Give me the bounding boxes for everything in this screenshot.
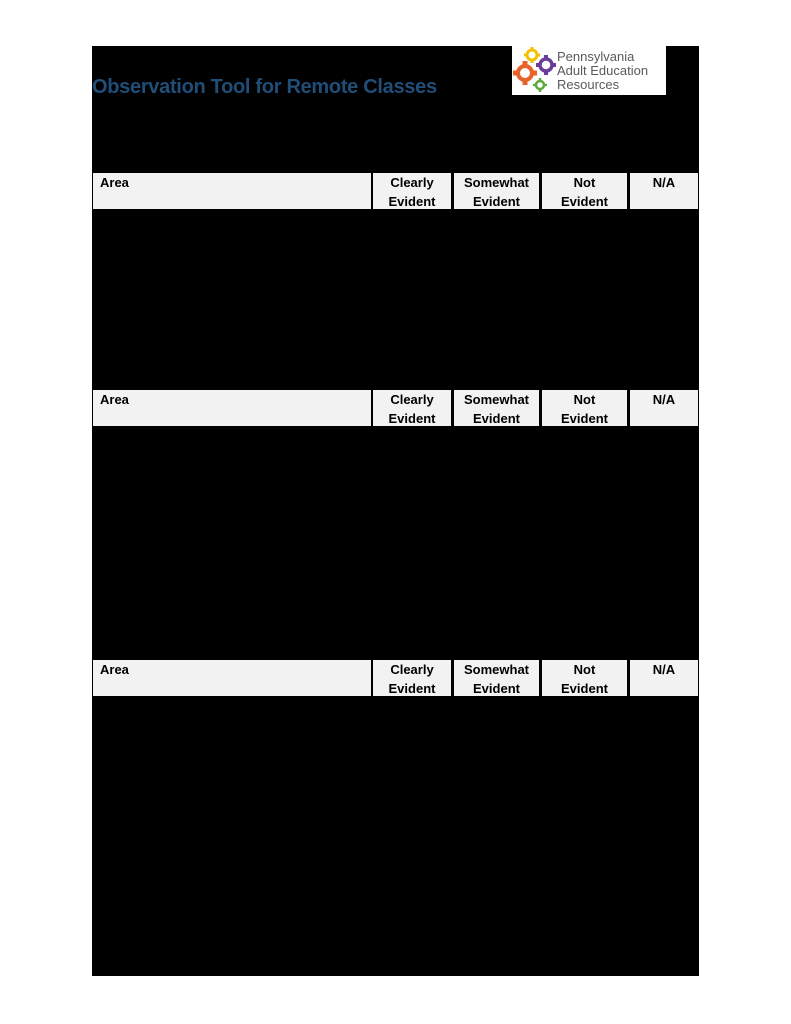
header-somewhat-line-1: Somewhat [463, 175, 529, 190]
header-not-line-1: Not [573, 392, 596, 407]
header-somewhat-evident [454, 173, 539, 209]
header-not-evident [542, 173, 627, 209]
header-somewhat-line-2: Evident [473, 411, 520, 426]
header-somewhat-line-2: Evident [473, 681, 520, 696]
logo-text [557, 50, 648, 92]
header-not-line-1: Not [573, 662, 596, 677]
header-somewhat-evident [454, 390, 539, 426]
header-na: N/A [630, 390, 698, 426]
header-not-evident [542, 390, 627, 426]
header-clearly-evident [373, 390, 451, 426]
header-not-line-2: Evident [561, 411, 608, 426]
header-na: N/A [630, 173, 698, 209]
header-not-evident [542, 660, 627, 696]
header-area: Area [93, 173, 371, 209]
header-clearly-line-2: Evident [388, 194, 436, 209]
header-na: N/A [630, 660, 698, 696]
header-not-line-2: Evident [561, 681, 608, 696]
header-somewhat-line-2: Evident [473, 194, 520, 209]
gears-logo-icon [512, 46, 558, 95]
header-not-line-2: Evident [561, 194, 608, 209]
table-1-header-row [93, 172, 698, 209]
header-area: Area [93, 660, 371, 696]
header-clearly-line-1: Clearly [390, 662, 434, 677]
header-clearly-line-1: Clearly [390, 175, 434, 190]
logo-line-2: Adult Education [557, 63, 649, 78]
header-clearly-line-2: Evident [388, 411, 436, 426]
header-somewhat-evident [454, 660, 539, 696]
header-clearly-line-2: Evident [388, 681, 436, 696]
pa-adult-education-logo [512, 46, 666, 95]
table-3-header-row [93, 659, 698, 696]
document-title: Observation Tool for Remote Classes [92, 76, 437, 98]
header-clearly-evident [373, 660, 451, 696]
table-2-header-row [93, 389, 698, 426]
logo-line-1: Pennsylvania [557, 49, 635, 64]
header-somewhat-line-1: Somewhat [463, 392, 529, 407]
header-clearly-line-1: Clearly [390, 392, 434, 407]
logo-line-3: Resources [557, 77, 620, 92]
header-not-line-1: Not [573, 175, 596, 190]
header-somewhat-line-1: Somewhat [463, 662, 529, 677]
header-clearly-evident [373, 173, 451, 209]
header-area: Area [93, 390, 371, 426]
